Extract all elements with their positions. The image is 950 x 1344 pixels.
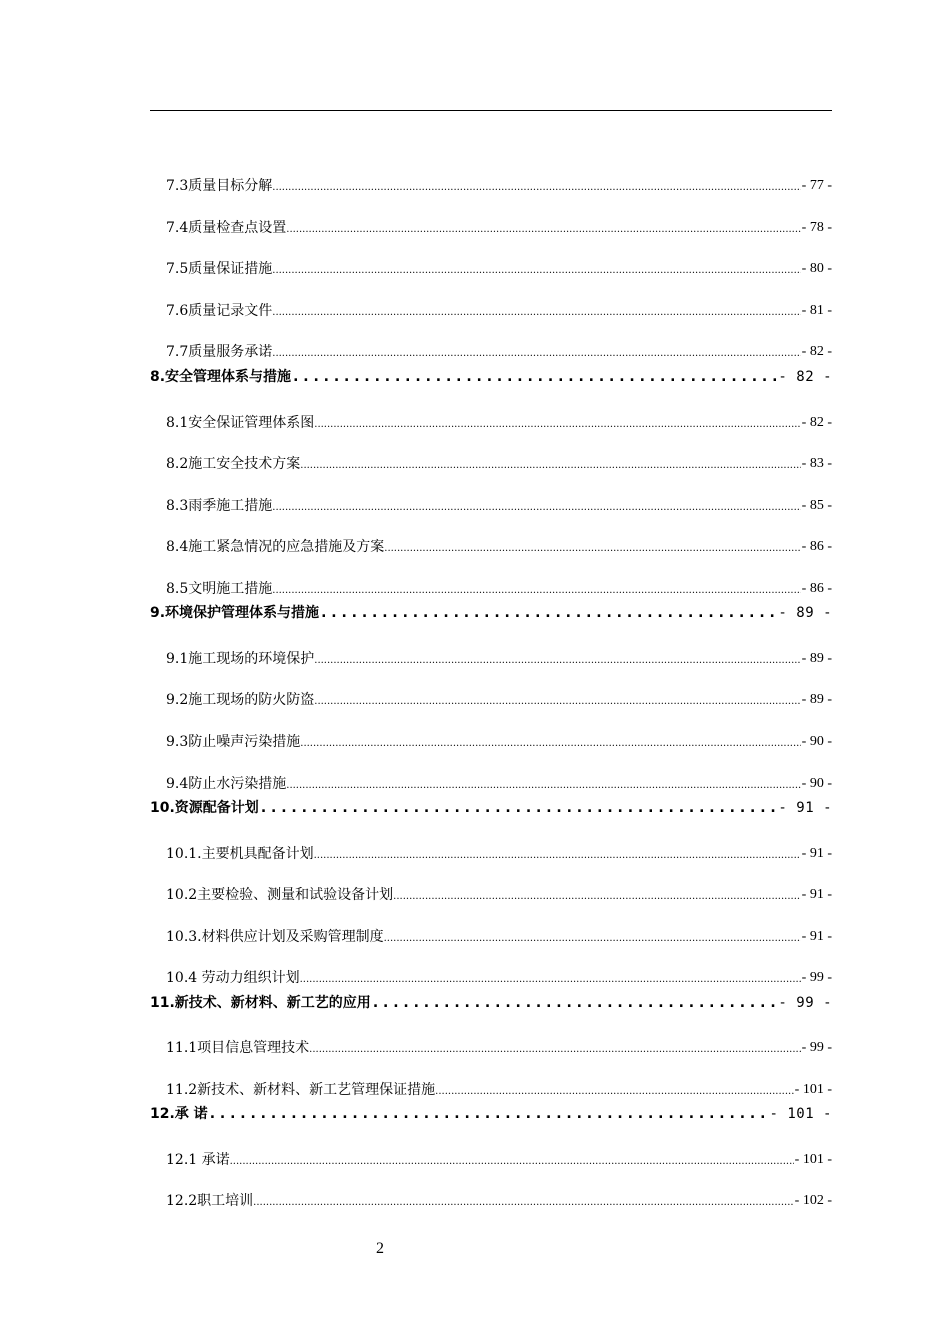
toc-entry-title: 9.2施工现场的防火防盗 <box>166 692 315 708</box>
toc-chapter-title: 11.新技术、新材料、新工艺的应用 <box>150 995 371 1011</box>
toc-entry-title: 12.1 承诺 <box>166 1152 230 1168</box>
toc-entry-page: - 89 - <box>801 692 832 707</box>
toc-entry-11-1[interactable] <box>166 1039 832 1057</box>
toc-entry-page: - 99 - <box>801 1040 832 1055</box>
toc-entry-10-4[interactable] <box>166 969 832 987</box>
toc-leader-dots <box>319 604 777 622</box>
toc-entry-7-5[interactable] <box>166 260 832 278</box>
toc-entry-page: - 89 - <box>801 651 832 666</box>
toc-entry-title: 11.1项目信息管理技术 <box>166 1040 310 1056</box>
toc-chapter-10[interactable] <box>150 799 832 817</box>
toc-chapter-page: - 91 - <box>778 800 832 816</box>
toc-entry-8-4[interactable] <box>166 538 832 556</box>
toc-entry-9-4[interactable] <box>166 775 832 793</box>
toc-chapter-title: 12.承 诺 <box>150 1106 208 1122</box>
toc-entry-title: 11.2新技术、新材料、新工艺管理保证措施 <box>166 1082 436 1098</box>
toc-entry-page: - 99 - <box>801 970 832 985</box>
toc-leader-dots <box>314 414 800 432</box>
toc-entry-page: - 102 - <box>794 1193 832 1208</box>
toc-entry-title: 9.1施工现场的环境保护 <box>166 651 315 667</box>
toc-entry-8-1[interactable] <box>166 414 832 432</box>
toc-leader-dots <box>314 845 801 863</box>
toc-entry-title: 7.3质量目标分解 <box>166 178 273 194</box>
toc-entry-7-3[interactable] <box>166 177 832 195</box>
toc-entry-page: - 90 - <box>801 734 832 749</box>
toc-entry-title: 10.1.主要机具配备计划 <box>166 846 314 862</box>
toc-entry-title: 7.7质量服务承诺 <box>166 344 273 360</box>
toc-entry-page: - 86 - <box>801 581 832 596</box>
toc-leader-dots <box>435 1081 794 1099</box>
toc-entry-title: 7.6质量记录文件 <box>166 303 273 319</box>
toc-entry-8-2[interactable] <box>166 455 832 473</box>
toc-leader-dots <box>371 994 778 1012</box>
toc-entry-7-6[interactable] <box>166 302 832 320</box>
toc-entry-title: 7.5质量保证措施 <box>166 261 273 277</box>
toc-leader-dots <box>384 538 800 556</box>
toc-chapter-11[interactable] <box>150 994 832 1012</box>
toc-leader-dots <box>272 497 800 515</box>
toc-chapter-9[interactable] <box>150 604 832 622</box>
toc-chapter-page: - 101 - <box>769 1106 832 1122</box>
toc-entry-title: 8.3雨季施工措施 <box>166 498 273 514</box>
toc-entry-title: 9.3防止噪声污染措施 <box>166 734 301 750</box>
toc-leader-dots <box>272 302 800 320</box>
toc-chapter-page: - 89 - <box>778 605 832 621</box>
toc-leader-dots <box>300 969 801 987</box>
toc-entry-page: - 101 - <box>794 1082 832 1097</box>
toc-entry-title: 10.4 劳动力组织计划 <box>166 970 300 986</box>
toc-entry-10-2[interactable] <box>166 886 832 904</box>
toc-entry-page: - 91 - <box>801 887 832 902</box>
toc-chapter-8[interactable] <box>150 368 832 386</box>
toc-leader-dots <box>300 733 800 751</box>
toc-entry-title: 7.4质量检查点设置 <box>166 220 287 236</box>
toc-chapter-page: - 82 - <box>778 369 832 385</box>
toc-entry-10-1[interactable] <box>166 845 832 863</box>
toc-entry-10-3[interactable] <box>166 928 832 946</box>
toc-leader-dots <box>314 650 800 668</box>
toc-entry-title: 8.4施工紧急情况的应急措施及方案 <box>166 539 385 555</box>
toc-leader-dots <box>314 691 800 709</box>
toc-chapter-title: 8.安全管理体系与措施 <box>150 369 292 385</box>
toc-leader-dots <box>272 343 800 361</box>
toc-entry-page: - 101 - <box>794 1152 832 1167</box>
toc-entry-page: - 91 - <box>801 846 832 861</box>
toc-entry-title: 12.2职工培训 <box>166 1193 254 1209</box>
toc-leader-dots <box>259 799 778 817</box>
toc-entry-12-2[interactable] <box>166 1192 832 1210</box>
toc-entry-title: 8.2施工安全技术方案 <box>166 456 301 472</box>
toc-leader-dots <box>300 455 800 473</box>
toc-leader-dots <box>291 368 777 386</box>
page-number: 2 <box>376 1240 384 1257</box>
toc-chapter-12[interactable] <box>150 1105 832 1123</box>
toc-entry-title: 10.2主要检验、测量和试验设备计划 <box>166 887 394 903</box>
toc-entry-9-2[interactable] <box>166 691 832 709</box>
toc-leader-dots <box>286 219 800 237</box>
toc-entry-page: - 91 - <box>801 929 832 944</box>
toc-leader-dots <box>393 886 801 904</box>
toc-entry-page: - 80 - <box>801 261 832 276</box>
toc-entry-9-1[interactable] <box>166 650 832 668</box>
toc-chapter-page: - 99 - <box>778 995 832 1011</box>
toc-chapter-title: 10.资源配备计划 <box>150 800 259 816</box>
toc-chapter-title: 9.环境保护管理体系与措施 <box>150 605 320 621</box>
toc-entry-page: - 81 - <box>801 303 832 318</box>
toc-leader-dots <box>230 1151 794 1169</box>
toc-entry-11-2[interactable] <box>166 1081 832 1099</box>
toc-entry-title: 9.4防止水污染措施 <box>166 776 287 792</box>
toc-entry-7-7[interactable] <box>166 343 832 361</box>
toc-entry-page: - 77 - <box>801 178 832 193</box>
toc-entry-title: 8.5文明施工措施 <box>166 581 273 597</box>
toc-entry-8-5[interactable] <box>166 580 832 598</box>
toc-leader-dots <box>208 1105 769 1123</box>
toc-leader-dots <box>286 775 800 793</box>
toc-entry-page: - 85 - <box>801 498 832 513</box>
toc-leader-dots <box>384 928 801 946</box>
toc-entry-page: - 86 - <box>801 539 832 554</box>
toc-leader-dots <box>272 580 800 598</box>
toc-entry-page: - 78 - <box>801 220 832 235</box>
toc-entry-page: - 83 - <box>801 456 832 471</box>
toc-entry-8-3[interactable] <box>166 497 832 515</box>
toc-leader-dots <box>272 177 800 195</box>
toc-entry-page: - 82 - <box>801 344 832 359</box>
toc-entry-page: - 90 - <box>801 776 832 791</box>
toc-entry-title: 8.1安全保证管理体系图 <box>166 415 315 431</box>
toc-entry-title: 10.3.材料供应计划及采购管理制度 <box>166 929 384 945</box>
toc-leader-dots <box>309 1039 801 1057</box>
toc-entry-7-4[interactable] <box>166 219 832 237</box>
toc-leader-dots <box>272 260 800 278</box>
toc-leader-dots <box>253 1192 794 1210</box>
toc-entry-page: - 82 - <box>801 415 832 430</box>
toc-entry-12-1[interactable] <box>166 1151 832 1169</box>
toc-entry-9-3[interactable] <box>166 733 832 751</box>
